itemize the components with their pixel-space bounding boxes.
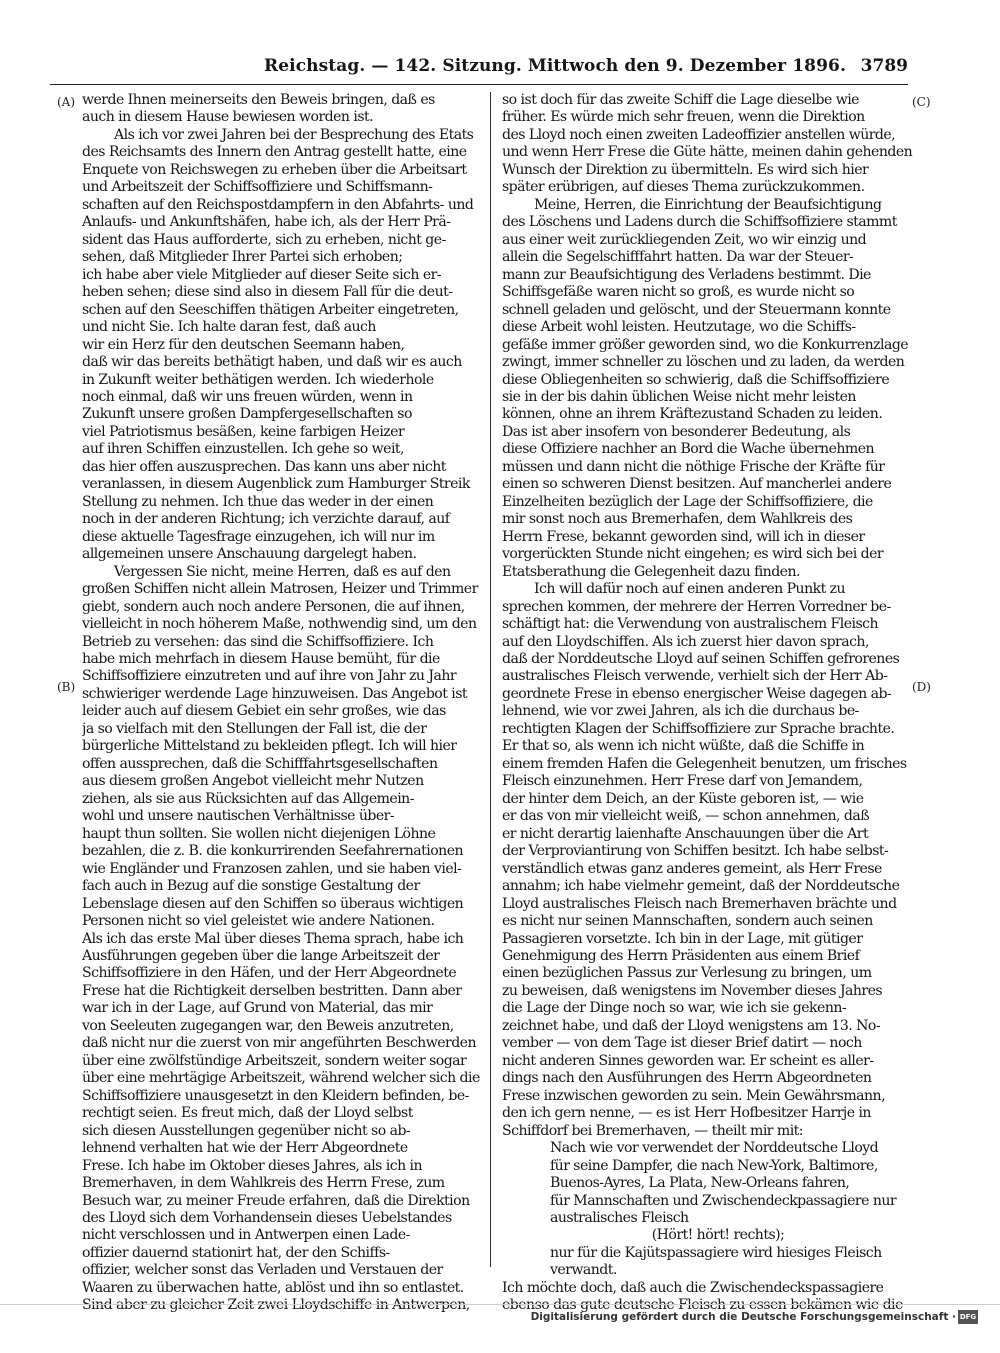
text-line: Schiffsoffiziere in den Häfen, und der Herr Abgeordnete xyxy=(82,965,457,982)
text-line: habe mich mehrfach in diesem Hause bemüht, für die xyxy=(82,651,440,667)
text-line: allgemeinen unsere Anschauung dargelegt haben. xyxy=(82,546,417,563)
text-line: zwingt, immer schneller zu löschen und zu laden, da werden xyxy=(502,354,905,371)
text-line: diese Arbeit wohl leisten. Heutzutage, wo die Schiffs- xyxy=(502,319,856,336)
text-line: fach auch in Bezug auf die sonstige Gestaltung der xyxy=(82,878,420,895)
text-line: wie Engländer und Franzosen zahlen, und sie haben viel- xyxy=(82,860,462,877)
text-line: bezahlen, die z. B. die konkurrirenden Seefahrernationen xyxy=(82,843,464,860)
text-line: Waaren zu überwachen hatte, ablöst und ihn so entlastet. xyxy=(82,1279,464,1296)
text-line: nur für die Kajütspassagiere wird hiesiges Fleisch xyxy=(550,1244,882,1261)
text-line: wohl und unsere nautischen Verhältnisse über- xyxy=(82,808,395,825)
text-line: der Verproviantirung von Schiffen besitzt. Ich habe selbst- xyxy=(502,843,889,860)
right-column xyxy=(502,92,934,1315)
text-line: den ich gern nenne, — es ist Herr Hofbesitzer Harrje in xyxy=(502,1105,871,1122)
text-line: aus einer weit zurückliegenden Zeit, wo wir einzig und xyxy=(502,231,867,248)
text-line: des Löschens und Ladens durch die Schiffsoffiziere stammt xyxy=(502,214,897,231)
text-line: er nicht derartig laienhafte Anschauungen über die Art xyxy=(502,825,869,842)
text-line: für seine Dampfer, die nach New-York, Baltimore, xyxy=(550,1157,878,1174)
text-line: des Lloyd sich dem Vorhandensein dieses Uebelstandes xyxy=(82,1210,452,1226)
text-line: sehen, daß Mitglieder Ihrer Partei sich erhoben; xyxy=(82,249,403,266)
text-line: Lloyd australisches Fleisch nach Bremerhaven brächte und xyxy=(502,895,897,912)
text-line: Ich möchte doch, daß auch die Zwischendeckspassagiere xyxy=(502,1279,884,1296)
text-line: Lebenslage diesen auf den Schiffen so überaus wichtigen xyxy=(82,895,464,912)
text-line: Sind aber zu gleicher Zeit zwei Lloydschiffe in Antwerpen, xyxy=(82,1297,470,1314)
text-line: Herrn Frese, bekannt geworden sind, will ich in dieser xyxy=(502,528,865,545)
text-line: einen so schweren Dienst besitzen. Auf mancherlei andere xyxy=(502,476,892,493)
text-line: so ist doch für das zweite Schiff die Lage dieselbe wie xyxy=(502,92,859,108)
text-line: es nicht nur seinen Mannschaften, sondern auch seinen xyxy=(502,913,873,930)
text-line: ebenso das gute deutsche Fleisch zu essen bekämen wie die xyxy=(502,1297,903,1314)
text-line: noch in der anderen Richtung; ich verzichte darauf, auf xyxy=(82,511,450,528)
text-line: haupt thun sollten. Sie wollen nicht diejenigen Löhne xyxy=(82,825,436,842)
text-line: früher. Es würde mich sehr freuen, wenn die Direktion xyxy=(502,109,865,126)
text-line: Als ich vor zwei Jahren bei der Besprechung des Etats xyxy=(114,126,474,143)
text-line: für Mannschaften und Zwischendeckpassagiere nur xyxy=(550,1192,897,1209)
text-line: über eine zwölfstündige Arbeitszeit, sondern weiter sogar xyxy=(82,1052,467,1069)
text-line: australisches Fleisch xyxy=(550,1210,689,1226)
text-line: Schiffdorf bei Bremerhaven, — theilt mir mit: xyxy=(502,1122,803,1139)
text-line: Genehmigung des Herrn Präsidenten aus einem Brief xyxy=(502,947,860,964)
text-line: Schiffsgefäße waren nicht so groß, es wurde nicht so xyxy=(502,284,855,301)
text-line: Er that so, als wenn ich nicht wüßte, daß die Schiffe in xyxy=(502,738,865,755)
text-line: ich habe aber viele Mitglieder auf dieser Seite sich er- xyxy=(82,266,442,283)
text-line: diese Offiziere nachher an Bord die Wache übernehmen xyxy=(502,441,875,458)
text-line: bürgerliche Mittelstand zu bekleiden pflegt. Ich will hier xyxy=(82,738,457,755)
text-line: das hier offen auszusprechen. Das kann uns aber nicht xyxy=(82,458,446,475)
footer-credit: Digitalisierung gefördert durch die Deutsche Forschungsgemeinschaft · xyxy=(530,1311,956,1323)
text-line: viel Patriotismus besäßen, keine farbigen Heizer xyxy=(82,423,405,440)
text-line: aus diesem großen Angebot vielleicht mehr Nutzen xyxy=(82,773,424,790)
text-line: australisches Fleisch verwende, verhielt sich der Herr Ab- xyxy=(502,668,888,685)
text-line: Ich will dafür noch auf einen anderen Punkt zu xyxy=(534,581,846,598)
text-line: Nach wie vor verwendet der Norddeutsche Lloyd xyxy=(550,1140,879,1157)
text-line: war ich in der Lage, auf Grund von Material, das mir xyxy=(82,1000,433,1017)
text-line: offizier, welcher sonst das Verladen und Verstauen der xyxy=(82,1262,443,1279)
text-line: lehnend verhalten hat wie der Herr Abgeordnete xyxy=(82,1140,408,1157)
text-line: nicht verschlossen und in Antwerpen einen Lade- xyxy=(82,1227,410,1244)
footer-rule xyxy=(0,1304,1000,1305)
text-line: nicht anderen Sinnes geworden war. Er scheint es aller- xyxy=(502,1052,874,1069)
footer xyxy=(530,1308,978,1330)
text-line: Betrieb zu versehen: das sind die Schiffsoffiziere. Ich xyxy=(82,633,434,650)
dfg-logo-icon: DFG xyxy=(958,1310,978,1324)
text-line: daß wir das bereits bethätigt haben, und daß wir es auch xyxy=(82,354,462,371)
text-line: vember — von dem Tage ist dieser Brief datirt — noch xyxy=(502,1035,862,1052)
text-line: sich diesen Ausstellungen gegenüber nicht so ab- xyxy=(82,1122,411,1139)
text-line: ziehen, als sie aus Rücksichten auf das Allgemein- xyxy=(82,790,414,807)
text-line: und nicht Sie. Ich halte daran fest, daß auch xyxy=(82,319,376,336)
text-line: Frese inzwischen geworden zu sein. Mein Gewährsmann, xyxy=(502,1087,886,1104)
text-line: offizier dauernd stationirt hat, der den Schiffs- xyxy=(82,1244,390,1261)
text-line: daß der Norddeutsche Lloyd auf seinen Schiffen gefrorenes xyxy=(502,651,900,667)
text-line: Schiffsoffiziere einzutreten und auf ihre von Jahr zu Jahr xyxy=(82,668,457,685)
text-line: geordnete Frese in ebenso energischer Weise dagegen ab- xyxy=(502,685,892,702)
text-line: rechtigt seien. Es freut mich, daß der Lloyd selbst xyxy=(82,1105,413,1122)
text-line: giebt, sondern auch noch andere Personen, die auf ihnen, xyxy=(82,598,465,615)
text-line: Enquete von Reichswegen zu erheben über die Arbeitsart xyxy=(82,161,467,178)
text-line: werde Ihnen meinerseits den Beweis bringen, daß es xyxy=(82,92,435,108)
text-line: schen auf den Seeschiffen thätigen Arbeiter eingetreten, xyxy=(82,301,459,318)
text-line: sie in der bis dahin üblichen Weise nicht mehr leisten xyxy=(502,388,856,405)
text-line: über eine mehrtägige Arbeitszeit, während welcher sich die xyxy=(82,1070,480,1087)
text-line: schaften auf den Reichspostdampfern in den Abfahrts- und xyxy=(82,196,474,213)
text-line: noch einmal, daß wir uns freuen würden, wenn in xyxy=(82,388,413,405)
text-line: der hinter dem Deich, an der Küste geboren ist, — wie xyxy=(502,790,864,807)
text-line: Stellung zu nehmen. Ich thue das weder in der einen xyxy=(82,493,434,510)
text-line: Meine, Herren, die Einrichtung der Beaufsichtigung xyxy=(534,196,882,213)
text-line: Schiffsoffiziere unausgesetzt in den Kleidern befinden, be- xyxy=(82,1087,469,1104)
text-line: mir sonst noch aus Bremerhafen, dem Wahlkreis des xyxy=(502,511,853,528)
text-line: in Zukunft weiter bethätigen werden. Ich wiederhole xyxy=(82,371,434,388)
text-line: veranlassen, in diesem Augenblick zum Hamburger Streik xyxy=(82,476,470,493)
text-line: sprechen kommen, der mehrere der Herren Vorredner be- xyxy=(502,598,891,615)
text-line: einen bezüglichen Passus zur Verlesung zu bringen, um xyxy=(502,965,872,982)
text-line: rechtigten Klagen der Schiffsoffiziere zur Sprache brachte. xyxy=(502,720,895,737)
margin-marker-a: (A) xyxy=(57,95,76,109)
text-line: Buenos-Ayres, La Plata, New-Orleans fahren, xyxy=(550,1175,850,1192)
margin-marker-c: (C) xyxy=(912,95,931,109)
text-line: diese aktuelle Tagesfrage einzugehen, ich will nur im xyxy=(82,528,435,545)
text-line: schwieriger werdende Lage hinzuweisen. Das Angebot ist xyxy=(82,685,468,702)
text-line: Einzelheiten bezüglich der Lage der Schiffsoffiziere, die xyxy=(502,493,873,510)
margin-marker-b: (B) xyxy=(57,680,76,694)
text-line: Etatsberathung die Gelegenheit dazu finden. xyxy=(502,563,800,580)
text-line: und wenn Herr Frese die Güte hätte, meinen dahin gehenden xyxy=(502,144,913,161)
column-divider xyxy=(490,92,491,1267)
text-line: Besuch war, zu meiner Freude erfahren, daß die Direktion xyxy=(82,1192,470,1209)
text-line: können, ohne an ihrem Kräftezustand Schaden zu leiden. xyxy=(502,406,883,423)
running-header xyxy=(82,54,908,82)
text-line: heben sehen; diese sind also in diesem Fall für die deut- xyxy=(82,284,453,301)
text-line: die Lage der Dinge noch so war, wie ich sie gekenn- xyxy=(502,1000,847,1017)
text-line: des Lloyd noch einen zweiten Ladeoffizier anstellen würde, xyxy=(502,126,896,143)
header-title: Reichstag. — 142. Sitzung. Mittwoch den 9. Dezember 1896. xyxy=(264,56,846,76)
text-line: einem fremden Hafen die Gelegenheit benutzen, um frisches xyxy=(502,755,907,772)
text-line: Fleisch einzunehmen. Herr Frese darf von Jemandem, xyxy=(502,773,863,790)
text-line: müssen und dann nicht die nöthige Frische der Kräfte für xyxy=(502,458,885,475)
text-line: annahm; ich habe vielmehr gemeint, daß der Norddeutsche xyxy=(502,878,900,895)
text-line: Wunsch der Direktion zu übermitteln. Es wird sich hier xyxy=(502,161,869,178)
text-line: mann zur Beaufsichtigung des Verladens bestimmt. Die xyxy=(502,266,871,283)
text-line: von Seeleuten zugegangen war, den Beweis anzutreten, xyxy=(82,1017,454,1034)
text-line: des Reichsamts des Innern den Antrag gestellt hatte, eine xyxy=(82,144,467,161)
text-line: er das von mir vielleicht weiß, — schon annehmen, daß xyxy=(502,808,870,825)
text-line: Ausführungen gegeben über die lange Arbeitszeit der xyxy=(82,947,440,964)
text-line: und Arbeitszeit der Schiffsoffiziere und Schiffsmann- xyxy=(82,179,433,196)
text-line: vielleicht in noch höherem Maße, nothwendig sind, um den xyxy=(82,616,477,633)
text-line: auf den Lloydschiffen. Als ich zuerst hier davon sprach, xyxy=(502,633,869,650)
text-line: schäftigt hat: die Verwendung von australischem Fleisch xyxy=(502,616,879,633)
text-line: Zukunft unsere großen Dampfergesellschaften so xyxy=(82,406,412,423)
text-line: später erübrigen, auf dieses Thema zurückzukommen. xyxy=(502,179,865,196)
text-line: vorgerückten Stunde nicht eingehen; es wird sich bei der xyxy=(502,546,884,563)
text-line: großen Schiffen nicht allein Matrosen, Heizer und Trimmer xyxy=(82,581,478,598)
text-line: Passagieren vorsetzte. Ich bin in der Lage, mit gütiger xyxy=(502,930,863,947)
text-line: wir ein Herz für den deutschen Seemann haben, xyxy=(82,336,405,353)
text-line: Als ich das erste Mal über dieses Thema sprach, habe ich xyxy=(82,930,464,947)
text-line: Bremerhaven, in dem Wahlkreis des Herrn Frese, zum xyxy=(82,1175,445,1192)
text-line: Frese. Ich habe im Oktober dieses Jahres, als ich in xyxy=(82,1157,423,1174)
text-line: (Hört! hört! rechts); xyxy=(651,1227,785,1244)
left-column xyxy=(82,92,514,1315)
text-line: sident das Haus aufforderte, sich zu erheben, nicht ge- xyxy=(82,231,446,248)
text-line: dings nach den Ausführungen des Herrn Abgeordneten xyxy=(502,1070,872,1087)
text-line: allein die Segelschifffahrt hatten. Da war der Steuer- xyxy=(502,249,854,266)
text-line: zu beweisen, daß wenigstens im November dieses Jahres xyxy=(502,982,883,999)
text-line: diese Obliegenheiten so schwierig, daß die Schiffsoffiziere xyxy=(502,371,890,388)
text-line: gefäße immer größer geworden sind, wo die Konkurrenzlage xyxy=(502,336,909,353)
text-line: verständlich etwas ganz anderes gemeint, als Herr Frese xyxy=(502,860,882,877)
text-line: Vergessen Sie nicht, meine Herren, daß es auf den xyxy=(114,563,451,580)
text-line: Personen nicht so viel geleistet wie andere Nationen. xyxy=(82,913,435,930)
margin-marker-d: (D) xyxy=(912,680,931,694)
text-line: zeichnet habe, und daß der Lloyd wenigstens am 13. No- xyxy=(502,1017,881,1034)
text-line: Das ist aber insofern von besonderer Bedeutung, als xyxy=(502,423,851,440)
text-line: leider auch auf diesem Gebiet ein sehr großes, wie das xyxy=(82,703,446,720)
text-line: offen aussprechen, daß die Schifffahrtsgesellschaften xyxy=(82,755,438,772)
text-line: lehnend, wie vor zwei Jahren, als ich die durchaus be- xyxy=(502,703,859,720)
text-line: daß nicht nur die zuerst von mir angeführten Beschwerden xyxy=(82,1035,476,1052)
text-line: verwandt. xyxy=(550,1262,617,1279)
page-number: 3789 xyxy=(860,56,908,76)
text-line: ja so vielfach mit den Stellungen der Fall ist, die der xyxy=(82,720,427,737)
header-rule xyxy=(50,84,908,85)
text-line: auf ihren Schiffen einzustellen. Ich gehe so weit, xyxy=(82,441,404,458)
text-line: auch in diesem Hause bewiesen worden ist. xyxy=(82,109,374,126)
text-line: schnell geladen und gelöscht, und der Steuermann konnte xyxy=(502,301,891,318)
text-line: Anlaufs- und Ankunftshäfen, habe ich, als der Herr Prä- xyxy=(82,214,451,231)
text-line: Frese hat die Richtigkeit derselben bestritten. Dann aber xyxy=(82,982,462,999)
